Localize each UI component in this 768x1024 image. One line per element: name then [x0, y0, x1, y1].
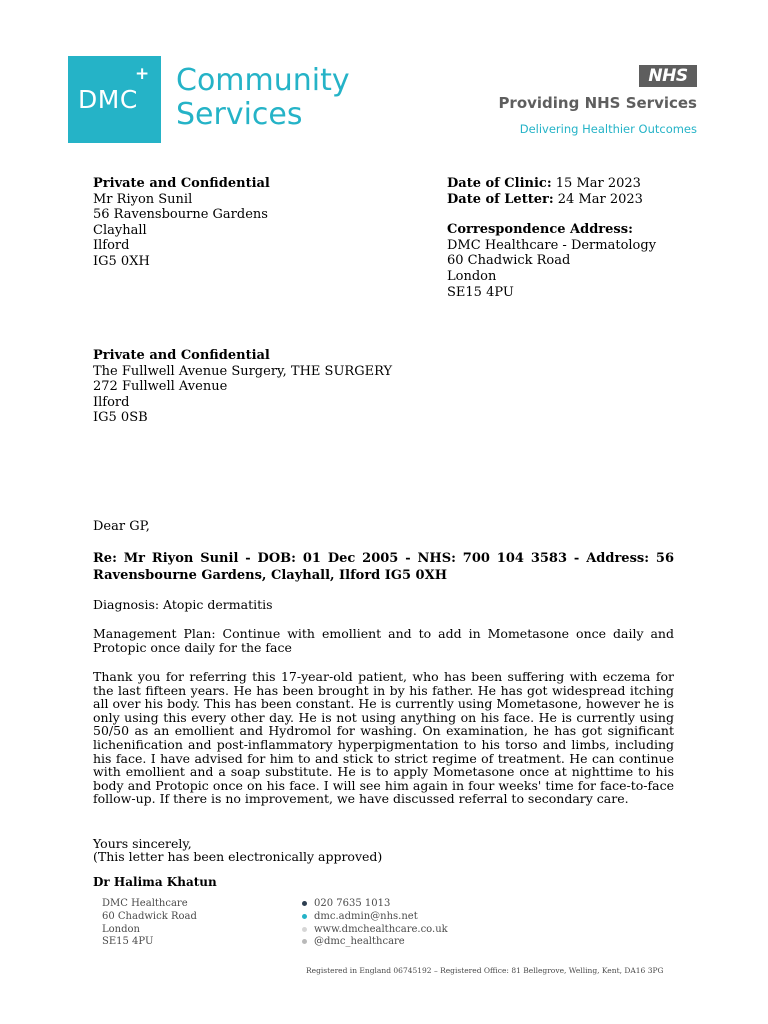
- footer-contact-email: [302, 911, 448, 924]
- salutation: Dear GP,: [93, 519, 150, 534]
- approval-note: (This letter has been electronically approved): [93, 849, 383, 864]
- re-line: Re: Mr Riyon Sunil - DOB: 01 Dec 2005 - NHS: 700 104 3583 - Address: 56 Ravensbourne Gardens, Clayhall, Ilford IG5 0XH: [93, 551, 674, 583]
- logo-plus-icon: +: [135, 64, 150, 84]
- footer-address-line: London: [102, 923, 140, 935]
- social-dot-icon: [302, 939, 307, 944]
- date-of-clinic-label: Date of Clinic:: [447, 176, 552, 191]
- gp-address-line: 272 Fullwell Avenue: [93, 379, 228, 395]
- footer-contacts: [302, 898, 448, 949]
- correspondence-line: 60 Chadwick Road: [447, 253, 571, 269]
- brand-line-1: Community: [176, 63, 350, 98]
- phone-dot-icon: [302, 901, 307, 906]
- footer-email[interactable]: dmc.admin@nhs.net: [314, 910, 418, 922]
- patient-confidential-heading: Private and Confidential: [93, 176, 270, 191]
- nhs-providing-text: Providing NHS Services: [498, 94, 697, 112]
- date-of-clinic-value: 15 Mar 2023: [555, 176, 641, 191]
- management-plan: Management Plan: Continue with emollient and to add in Mometasone once daily and Protopic once daily for the face: [93, 626, 674, 656]
- footer-contact-social: [302, 936, 448, 949]
- date-of-letter-label: Date of Letter:: [447, 191, 554, 207]
- gp-confidential-heading: Private and Confidential: [93, 348, 270, 363]
- gp-address-line: Ilford: [93, 394, 130, 410]
- footer-phone: 020 7635 1013: [314, 898, 391, 909]
- footer-website[interactable]: www.dmchealthcare.co.uk: [314, 923, 448, 935]
- patient-address-block: [93, 176, 270, 270]
- footer-contact-phone: [302, 898, 448, 911]
- date-of-clinic: [447, 176, 656, 192]
- logo-mark-text: DMC: [78, 85, 138, 114]
- diagnosis: Diagnosis: Atopic dermatitis: [93, 597, 273, 612]
- gp-address-line: IG5 0SB: [93, 410, 148, 426]
- letter-body: Thank you for referring this 17-year-old patient, who has been suffering with eczema for the last fifteen years. He has been brought in by his father. He has got widespread itching all over his body. This has been constant. He is currently using Mometasone, however he is only using this every other day. He is not using anything on his face. He is currently using 50/50 as an emollient and Hydromol for washing. On examination, he has got significant lichenification and post-inflammatory hyperpigmentation to his torso and limbs, including his face. I have advised for him to and stick to strict regime of treatment. He can continue with emollient and a soap substitute. He is to apply Mometasone once at nighttime to his body and Protopic once on his face. I will see him again in four weeks' time for face-to-face follow-up. If there is no improvement, we have discussed referral to secondary care.: [93, 669, 674, 807]
- correspondence-line: DMC Healthcare - Dermatology: [447, 237, 657, 253]
- patient-address-line: Ilford: [93, 238, 130, 254]
- correspondence-line: SE15 4PU: [447, 284, 514, 300]
- footer-address-line: 60 Chadwick Road: [102, 910, 197, 922]
- clinic-info-block: [447, 176, 656, 300]
- correspondence-label: Correspondence Address:: [447, 222, 633, 238]
- footer-social[interactable]: @dmc_healthcare: [314, 936, 405, 948]
- patient-address-line: Clayhall: [93, 222, 147, 238]
- date-of-letter-value: 24 Mar 2023: [557, 191, 643, 207]
- date-of-letter: [447, 192, 656, 208]
- nhs-logo: NHS: [639, 65, 697, 87]
- registration-note: Registered in England 06745192 – Registered Office: 81 Bellegrove, Welling, Kent, DA16 3PG: [306, 966, 664, 975]
- footer-address-line: DMC Healthcare: [102, 898, 188, 909]
- patient-address-line: Mr Riyon Sunil: [93, 191, 193, 207]
- gp-address-line: The Fullwell Avenue Surgery, THE SURGERY: [93, 363, 393, 379]
- gp-address-block: [93, 348, 392, 426]
- web-dot-icon: [302, 927, 307, 932]
- footer-contact-web: [302, 924, 448, 937]
- patient-address-line: IG5 0XH: [93, 253, 150, 269]
- footer-address-line: SE15 4PU: [102, 936, 154, 948]
- correspondence-line: London: [447, 268, 497, 284]
- signer-name: Dr Halima Khatun: [93, 875, 217, 889]
- brand-line-2: Services: [176, 97, 303, 132]
- nhs-tagline: Delivering Healthier Outcomes: [519, 122, 697, 136]
- footer-address: [102, 898, 197, 949]
- patient-address-line: 56 Ravensbourne Gardens: [93, 207, 268, 223]
- closing: Yours sincerely,: [93, 836, 192, 851]
- brand-wordmark: [176, 64, 350, 132]
- email-dot-icon: [302, 914, 307, 919]
